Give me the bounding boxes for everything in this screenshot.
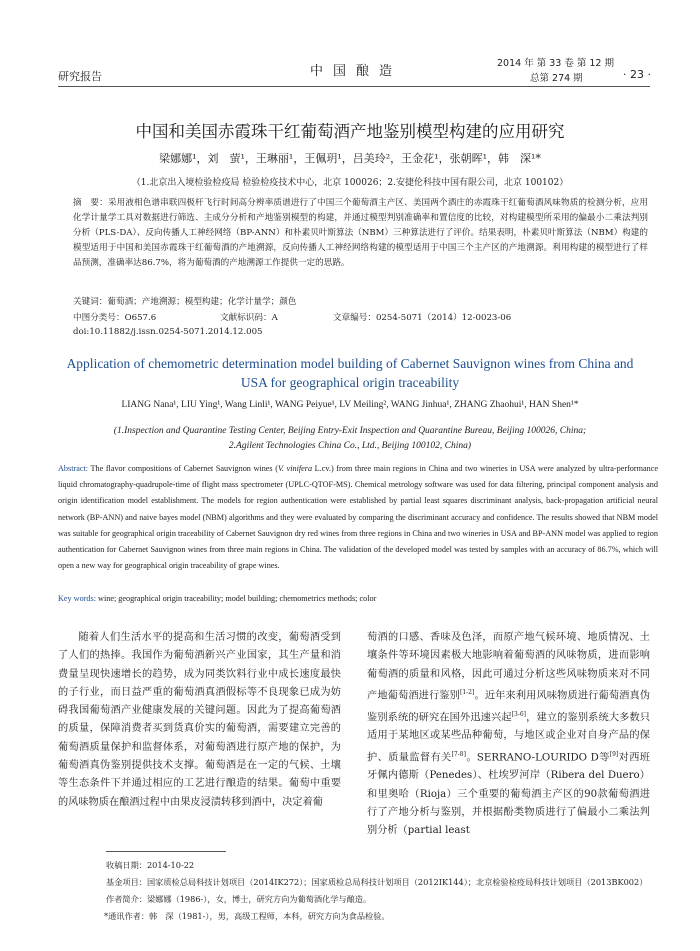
footnote-funding: 基金项目：国家质检总局科技计划项目（2014IK272）；国家质检总局科技计划项目（2012IK144）；北京检验检疫局科技计划项目（2013BK002）	[106, 877, 648, 887]
keywords-chinese: 关键词：葡萄酒；产地溯源；模型构建；化学计量学；颜色	[73, 297, 297, 307]
abstract-english-text-1: The flavor compositions of Cabernet Sauvignon wines (	[90, 464, 278, 473]
issue-info-line2: 总第 274 期	[530, 73, 583, 84]
affiliation-english-line2: 2.Agilent Technologies China Co., Ltd., Beijing 100102, China)	[228, 441, 472, 451]
column-label: 研究报告	[58, 70, 102, 83]
doi[interactable]: doi:10.11882/j.issn.0254-5071.2014.12.005	[73, 327, 263, 337]
issue-info-line1: 2014 年 第 33 卷 第 12 期	[497, 58, 614, 69]
page-number: · 23 ·	[623, 68, 651, 81]
body-text: 对西班牙佩内德斯（Penedes）、杜埃罗河岸（Ribera del Duero）和里奥哈（Rioja）三个重要的葡萄酒主产区的90款葡萄酒进行了产地分析与鉴别，并根据酚类物质进行了偏最小二乘法判别分析（partial least	[367, 751, 650, 837]
journal-name: 中国酿造	[310, 64, 403, 79]
citation-ref: [9]	[609, 750, 619, 758]
species-name: V. vinifera	[277, 464, 313, 473]
authors-english: LIANG Nana¹, LIU Ying¹, Wang Linli¹, WANG Peiyue¹, LV Meiling², WANG Jinhua¹, ZHANG Zhaohui¹, HAN Shen¹*	[121, 400, 579, 410]
body-text: 。SERRANO-LOURIDO D等	[465, 751, 610, 763]
abstract-chinese: 摘 要：采用液相色谱串联四极杆飞行时间高分辨率质谱进行了中国三个葡萄酒主产区、美国两个酒庄的赤霞珠干红葡萄酒风味物质的检测分析，应用化学计量学工具对数据进行筛选、主成分分析和产地鉴别模型的构建，并通过模型判别准确率和置信度的比较，对构建模型所采用的偏最小二乘法判别分析（PLS-DA）、反向传播人工神经网络（BP-ANN）和朴素贝叶斯算法（NBM）三种算法进行了评价。结果表明，朴素贝叶斯算法（NBM）构建的模型适用于中国和美国赤霞珠干红葡萄酒的产地溯源，反向传播人工神经网络构建的模型适用于中国三个主产区的产地溯源。利用构建的模型进行了样品预测，准确率达86.7%，将为葡萄酒的产地溯源工作提供一定的思路。	[73, 198, 648, 268]
footnote-author-bio: 作者简介：梁娜娜（1986-），女，博士，研究方向为葡萄酒化学与酿造。	[106, 894, 372, 904]
body-text: 萄酒的口感、香味及色泽，而原产地气候环境、地质情况、土壤条件等环境因素极大地影响着葡萄酒的风味物质，进而影响葡萄酒的质量和风格，因此可通过分析这些风味物质来对不同产地葡萄酒进行鉴别	[367, 632, 650, 702]
abstract-english-text-2: L.cv.) from three main regions in China and two wineries in USA were analyzed by ultra-performance liquid chromatography-quadrupole-time of flight mass spectrometer (UPLC-QTOF-MS). Chemical metrology software was used for data filtering, principal component analysis and origin identification model establishment. The models for region authentication were established by partial least squares discriminant analysis, back-propagation artificial neural network (BP-ANN) and naive bayes model (NBM) algorithms and they were evaluated by comparing the discriminant accuracy and confidence. The results showed that NBM model was suitable for geographical origin traceability of Cabernet Sauvignon dry red wines from three regions in China and two wineries in USA and BP-ANN model was applied to region authentication for Cabernet Sauvignon wines from three main regions in China. The validation of the developed model was tested by samples with an accuracy of 86.7%, which will open a new way for geographical origin traceability of grape wines.	[58, 464, 658, 571]
affiliation-chinese: （1.北京出入境检验检疫局 检验检疫技术中心，北京 100026；2.安捷伦科技中国有限公司，北京 100102）	[131, 178, 569, 188]
classification-number: 中图分类号：O657.6	[73, 313, 157, 323]
citation-ref: [3-6]	[511, 710, 527, 718]
body-column-right	[367, 629, 650, 840]
authors-chinese: 梁娜娜¹，刘 萤¹，王琳丽¹，王佩玥¹，吕美玲²，王金花¹，张朝晖¹，韩 深¹*	[159, 152, 541, 165]
affiliation-english	[60, 424, 640, 454]
citation-ref: [1-2]	[460, 688, 475, 696]
citation-ref: [7-8]	[451, 750, 466, 758]
footnote-corresponding-author: *通讯作者：韩 深（1981-），男，高级工程师，本科，研究方向为食品检验。	[104, 911, 390, 921]
header-divider	[58, 86, 650, 87]
body-text: 。近年来利用风味物质进行葡萄酒真伪鉴别系统的研究在国外迅速兴起	[367, 690, 651, 723]
keywords-english-label: Key words:	[58, 594, 96, 603]
footnote-divider	[106, 851, 226, 852]
keywords-english	[58, 594, 376, 603]
affiliation-english-line1: (1.Inspection and Quarantine Testing Center, Beijing Entry-Exit Inspection and Quarantine Bureau, Beijing 100026, China;	[113, 426, 587, 436]
abstract-english-label: Abstract:	[58, 464, 89, 473]
article-id: 文章编号：0254-5071（2014）12-0023-06	[333, 313, 512, 323]
footnote-received-date: 收稿日期：2014-10-22	[106, 860, 195, 870]
abstract-english	[58, 461, 658, 574]
title-chinese: 中国和美国赤霞珠干红葡萄酒产地鉴别模型构建的应用研究	[135, 122, 565, 141]
body-column-left: 随着人们生活水平的提高和生活习惯的改变，葡萄酒受到了人们的热捧。我国作为葡萄酒新兴产业国家，其生产量和消费量呈现快速增长的趋势，成为同类饮料行业中成长速度最快的子行业，而日益严重的葡萄酒真酒假标等不良现象已成为妨碍我国葡萄酒产业健康发展的关键问题。因此为了提高葡萄酒的质量，保障消费者买到货真价实的葡萄酒，需要建立完善的葡萄酒质量保护和监督体系，对葡萄酒进行原产地的保护，为葡萄酒真伪鉴别提供技术支撑。葡萄酒是在一定的气候、土壤等生态条件下并通过相应的工艺进行酿造的结果。葡萄中重要的风味物质在酿酒过程中由果皮浸渍转移到酒中，决定着葡	[58, 632, 341, 808]
title-english: Application of chemometric determination model building of Cabernet Sauvignon wines from China and USA for geographical origin traceability	[66, 356, 634, 390]
document-code: 文献标识码：A	[220, 313, 278, 323]
body-text: ，建立的鉴别系统大多数只适用于某地区或某些品种葡萄，与地区或企业对自身产品的保护、质量监督有关	[367, 711, 651, 763]
keywords-english-text: wine; geographical origin traceability; model building; chemometrics methods; color	[95, 594, 377, 603]
